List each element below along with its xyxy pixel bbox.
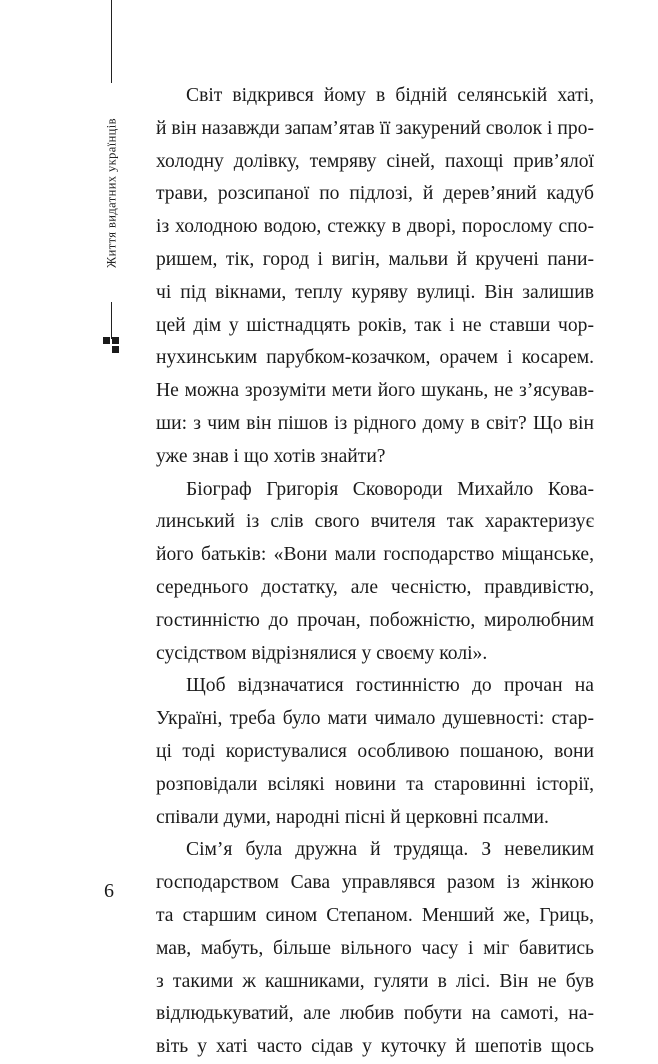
text-line: співали думи, народні пісні й церковні псалми. bbox=[156, 806, 549, 828]
text-line: сусідством відрізнялися у своєму колі». bbox=[156, 642, 488, 664]
text-line: Україні, треба було мати чимало душевності: стар- bbox=[156, 708, 594, 730]
running-head: Життя видатних українців bbox=[104, 118, 119, 268]
text-line: розповідали всілякі новини та старовинні історії, bbox=[156, 773, 594, 795]
text-line: його батьків: «Вони мали господарство міщанське, bbox=[156, 544, 594, 566]
text-line: Щоб відзначатися гостинністю до прочан на bbox=[186, 675, 594, 697]
body-text bbox=[156, 80, 594, 1064]
text-line: гостинністю до прочан, побожністю, миролюбним bbox=[156, 609, 594, 631]
text-line: віть у хаті часто сідав у куточку й шепотів щось bbox=[156, 1036, 594, 1058]
text-line: ці тоді користувалися особливою пошаною, вони bbox=[156, 740, 594, 762]
text-line: нухинським парубком-козачком, орачем і косарем. bbox=[156, 347, 594, 369]
text-line: й він назавжди запам’ятав її закурений сволок і про- bbox=[156, 117, 595, 139]
side-rule-top bbox=[111, 0, 112, 83]
text-line: із холодною водою, стежку в дворі, порослому спо- bbox=[156, 216, 594, 238]
text-line: Сім’я була дружна й трудяща. З невеликим bbox=[186, 839, 594, 861]
ornament-icon bbox=[103, 337, 121, 355]
text-line: мав, мабуть, більше вільного часу і міг бавитись bbox=[156, 937, 594, 959]
text-line: холодну долівку, темряву сіней, пахощі прив’ялої bbox=[156, 150, 594, 172]
text-line: господарством Сава управлявся разом із жінкою bbox=[156, 872, 594, 894]
text-line: трави, розсипаної по підлозі, й дерев’яний кадуб bbox=[156, 183, 594, 205]
text-line: цей дім у шістнадцять років, так і не ставши чор- bbox=[156, 314, 594, 336]
text-line: Біограф Григорія Сковороди Михайло Кова- bbox=[186, 478, 594, 500]
page-number: 6 bbox=[104, 880, 114, 902]
text-line: з такими ж кашниками, гуляти в лісі. Він не був bbox=[156, 970, 594, 992]
side-rule-bottom bbox=[111, 302, 112, 339]
text-line: уже знав і що хотів знайти? bbox=[156, 445, 386, 467]
text-line: ши: з чим він пішов із рідного дому в світ? Що він bbox=[156, 412, 594, 434]
text-line: ришем, тік, город і вигін, мальви й кручені пани- bbox=[156, 248, 594, 270]
text-line: середнього достатку, але чесністю, правдивістю, bbox=[156, 576, 594, 598]
text-line: Не можна зрозуміти мети його шукань, не з’ясував- bbox=[156, 380, 594, 402]
text-line: Світ відкрився йому в бідній селянській хаті, bbox=[186, 85, 594, 106]
text-line: чі під вікнами, теплу куряву вулиці. Він залишив bbox=[156, 281, 594, 303]
text-line: відлюдькуватий, але любив побути на самоті, на- bbox=[156, 1003, 594, 1025]
text-line: та старшим сином Степаном. Менший же, Гриць, bbox=[156, 904, 594, 926]
text-line: линський із слів свого вчителя так характеризує bbox=[156, 511, 594, 533]
